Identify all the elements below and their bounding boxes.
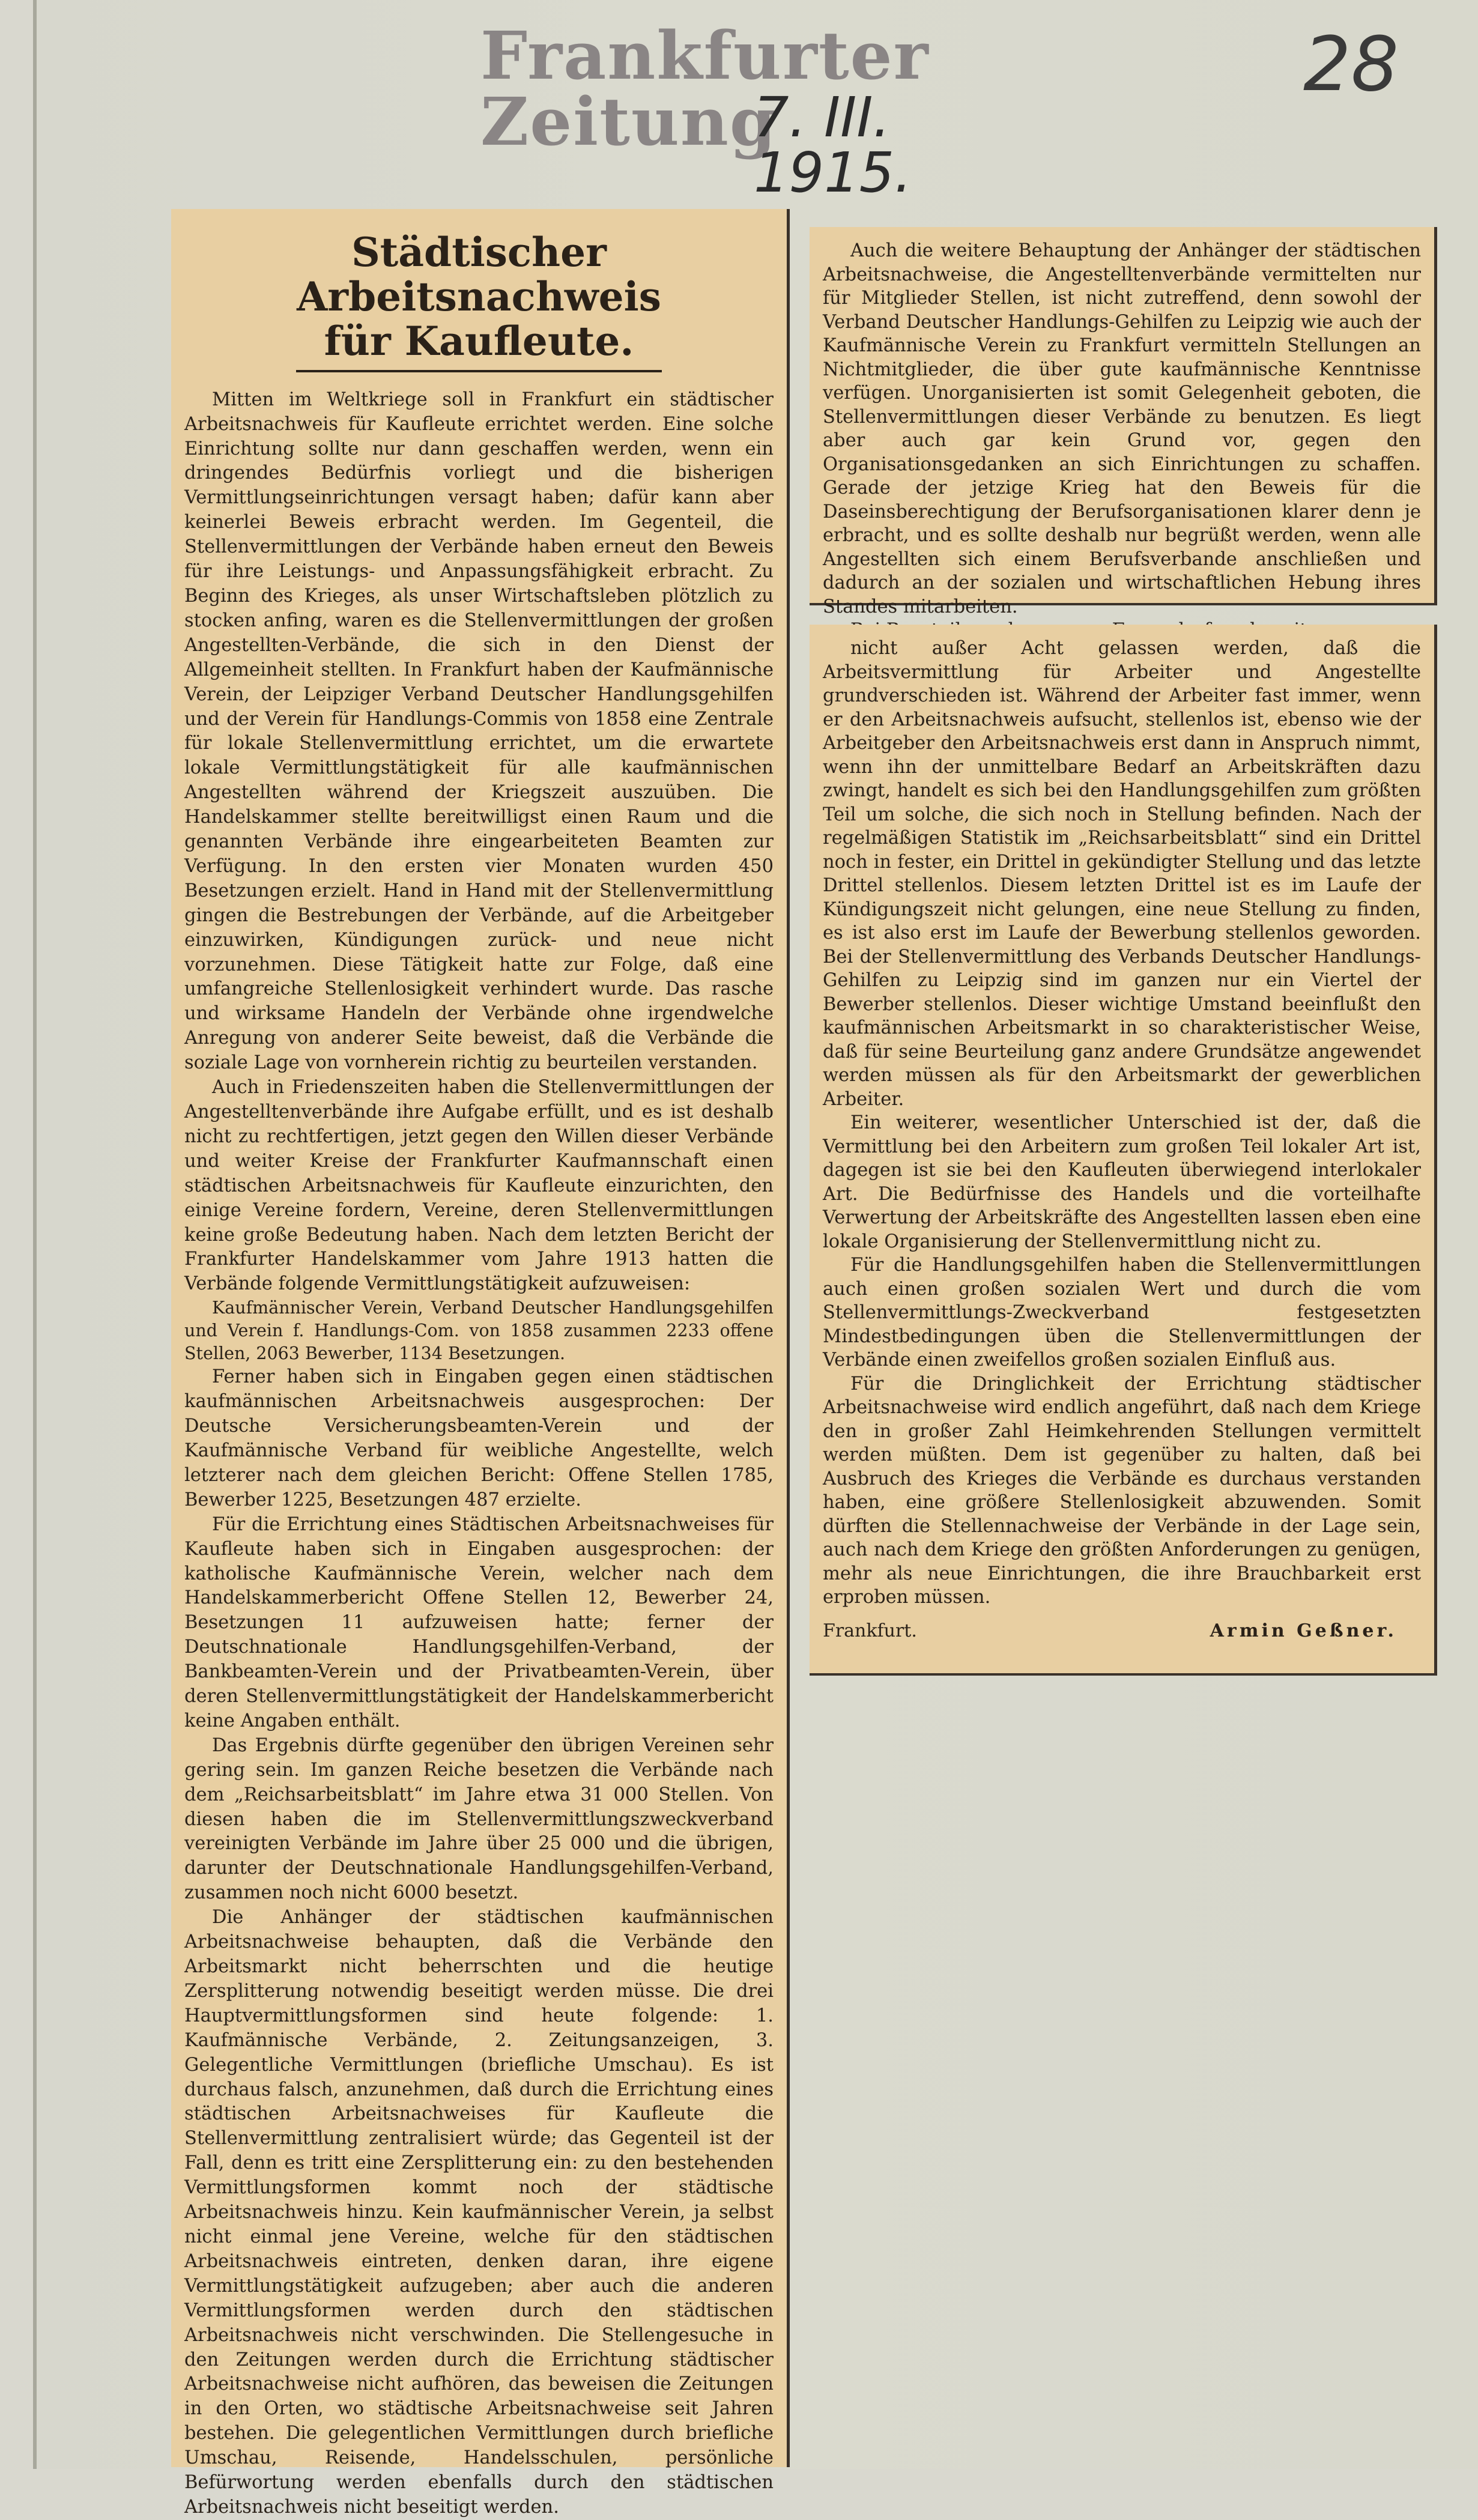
paragraph: Die Anhänger der städtischen kaufmännischen Arbeitsnachweise behaupten, daß die Verbände den Arbeitsmarkt nicht beherrschten und die heutige Zersplitterung notwendig beseitigt werden müsse. Die drei Hauptvermittlungsformen sind heute folgende: 1. Kaufmännische Verbände, 2. Zeitungsanzeigen, 3. Gelegentliche Vermittlungen (briefliche Umschau). Es ist durchaus falsch, anzunehmen, daß durch die Errichtung eines städtischen Arbeitsnachweises für Kaufleute die Stellenvermittlung zentralisiert würde; das Gegenteil ist der Fall, denn es tritt eine Zersplitterung ein: zu den bestehenden Vermittlungsformen kommt noch der städtische Arbeitsnachweis hinzu. Kein kaufmännischer Verein, ja selbst nicht einmal jene Vereine, welche für den städtischen Arbeitsnachweis eintreten, denken daran, ihre eigene Vermittlungstätigkeit aufzugeben; aber auch die anderen Vermittlungsformen werden durch den städtischen Arbeitsnachweis nicht verschwinden. Die Stellengesuche in den Zeitungen werden durch die Errichtung städtischer Arbeitsnachweise nicht aufhören, das beweisen die Zeitungen in den Orten, wo städtische Arbeitsnachweise seit Jahren bestehen. Die gelegentlichen Vermittlungen durch briefliche Umschau, Reisende, Handelsschulen, persönliche Befürwortung werden ebenfalls durch den städtischen Arbeitsnachweis nicht beseitigt werden.: [184, 1907, 774, 2518]
clipping-right-top: [810, 227, 1437, 617]
paragraph: Ein weiterer, wesentlicher Unterschied ist der, daß die Vermittlung bei den Arbeitern zum großen Teil lokaler Art ist, dagegen ist sie bei den Kaufleuten überwiegend interlokaler Art. Die Bedürfnisse des Handels und die vorteilhafte Verwertung der Arbeitskräfte des Angestellten lassen eben eine lokale Organisierung der Stellenvermittlung nicht zu.: [823, 1112, 1421, 1252]
paragraph: Das Ergebnis dürfte gegenüber den übrigen Vereinen sehr gering sein. Im ganzen Reiche besetzen die Verbände nach dem „Reichsarbeitsblatt“ im Jahre etwa 31 000 Stellen. Von diesen haben die im Stellenvermittlungszweckverband vereinigten Verbände im Jahre über 25 000 und die übrigen, darunter der Deutschnationale Handlungsgehilfen-Verband, zusammen noch nicht 6000 besetzt.: [184, 1734, 774, 1904]
sheet-edge: [33, 0, 37, 2469]
signature-place: Frankfurt.: [823, 1620, 917, 1641]
clipping-right-bottom: [810, 625, 1437, 1676]
paragraph: Für die Handlungsgehilfen haben die Stellenvermittlungen auch einen großen sozialen Wert und durch die vom Stellenvermittlungs-Zweckverband festgesetzten Mindestbedingungen üben die Stellenvermittlungen der Verbände einen zweifellos großen sozialen Einfluß aus.: [823, 1255, 1421, 1371]
paragraph: Für die Errichtung eines Städtischen Arbeitsnachweises für Kaufleute haben sich in Eingaben ausgesprochen: der katholische Kaufmännische Verein, welcher nach dem Handelskammerbericht Offene Stellen 12, Bewerber 24, Besetzungen 11 aufzuweisen hatte; ferner der Deutschnationale Handlungsgehilfen-Verband, der Bankbeamten-Verein und der Privatbeamten-Verein, über deren Stellenvermittlungstätigkeit der Handelskammerbericht keine Angaben enthält.: [184, 1513, 774, 1731]
newspaper-stamp: Frankfurter Zeitung: [480, 17, 930, 160]
handwritten-page-number: 28: [1303, 21, 1399, 108]
statistics-paragraph: Kaufmännischer Verein, Verband Deutscher Handlungsgehilfen und Verein f. Handlungs-Com. von 1858 zusammen 2233 offene Stellen, 2063 Bewerber, 1134 Besetzungen.: [184, 1298, 774, 1364]
signature-author: Armin Geßner.: [1210, 1620, 1397, 1641]
handwritten-date: 7. III. 1915.: [754, 85, 912, 205]
paragraph: nicht außer Acht gelassen werden, daß die Arbeitsvermittlung für Arbeiter und Angestellte grundverschieden ist. Während der Arbeiter fast immer, wenn er den Arbeitsnachweis aufsucht, stellenlos ist, ebenso wie der Arbeitgeber den Arbeitsnachweis erst dann in Anspruch nimmt, wenn ihn der unmittelbare Bedarf an Arbeitskräften dazu zwingt, handelt es sich bei den Handlungsgehilfen zum größten Teil um solche, die sich noch in Stellung befinden. Nach der regelmäßigen Statistik im „Reichsarbeitsblatt“ sind ein Drittel noch in fester, ein Drittel in gekündigter Stellung und das letzte Drittel stellenlos. Diesem letzten Drittel ist es im Laufe der Kündigungszeit nicht gelungen, eine neue Stellung zu finden, es ist also erst im Laufe der Bewerbung stellenlos geworden. Bei der Stellenvermittlung des Verbands Deutscher Handlungs-Gehilfen zu Leipzig sind im ganzen nur ein Viertel der Bewerber stellenlos. Dieser wichtige Umstand beeinflußt den kaufmännischen Arbeitsmarkt in so charakteristischer Weise, daß für seine Beurteilung ganz andere Grundsätze angewendet werden müssen als für den Arbeitsmarkt der gewerblichen Arbeiter.: [823, 638, 1421, 1110]
headline-line-2: für Kaufleute.: [324, 317, 634, 365]
clipping-left-column: [171, 209, 790, 2518]
paragraph: Mitten im Weltkriege soll in Frankfurt ein städtischer Arbeitsnachweis für Kaufleute errichtet werden. Eine solche Einrichtung sollte nur dann geschaffen werden, wenn ein dringendes Bedürfnis vorliegt und die bisherigen Vermittlungseinrichtungen versagt haben; dafür kann aber keinerlei Beweis erbracht werden. Im Gegenteil, die Stellenvermittlungen der Verbände haben erneut den Beweis für ihre Leistungs- und Anpassungsfähigkeit erbracht. Zu Beginn des Krieges, als unser Wirtschaftsleben plötzlich zu stocken anfing, waren es die Stellenvermittlungen der großen Angestellten-Verbände, die sich in den Dienst der Allgemeinheit stellten. In Frankfurt haben der Kaufmännische Verein, der Leipziger Verband Deutscher Handlungsgehilfen und der Verein für Handlungs-Commis von 1858 eine Zentrale für lokale Stellenvermittlung errichtet, um die erwartete lokale Vermittlungstätigkeit für alle kaufmännischen Angestellten während der Kriegszeit auszuüben. Die Handelskammer stellte bereitwilligst einen Raum und die genannten Verbände ihre eingearbeiteten Beamten zur Verfügung. In den ersten vier Monaten wurden 450 Besetzungen erzielt. Hand in Hand mit der Stellenvermittlung gingen die Bestrebungen der Verbände, auf die Arbeitgeber einzuwirken, Kündigungen zurück- und neue nicht vorzunehmen. Diese Tätigkeit hatte zur Folge, daß eine umfangreiche Stellenlosigkeit verhindert wurde. Das rasche und wirksame Handeln der Verbände ohne irgendwelche Anregung von anderer Seite beweist, daß die Verbände die soziale Lage von vornherein richtig zu beurteilen verstanden.: [184, 389, 774, 1074]
article-headline: [184, 231, 774, 364]
article-signature: [823, 1620, 1421, 1641]
paragraph: Ferner haben sich in Eingaben gegen einen städtischen kaufmännischen Arbeitsnachweis ausgesprochen: Der Deutsche Versicherungsbeamten-Verein und der Kaufmännische Verband für weibliche Angestellte, welch letzterer nach dem gleichen Bericht: Offene Stellen 1785, Bewerber 1225, Besetzungen 487 erzielte.: [184, 1366, 774, 1510]
paragraph: Für die Dringlichkeit der Errichtung städtischer Arbeitsnachweise wird endlich angeführt, daß nach dem Kriege den in großer Zahl Heimkehrenden Stellungen vermittelt werden müßten. Dem ist gegenüber zu halten, daß bei Ausbruch des Krieges die Verbände es durchaus verstanden haben, eine größere Stellenlosigkeit abzuwenden. Somit dürften die Stellennachweise der Verbände in der Lage sein, auch nach dem Kriege den größten Anforderungen zu genügen, mehr als neue Einrichtungen, die ihre Brauchbarkeit erst erproben müssen.: [823, 1373, 1421, 1608]
paragraph: Auch die weitere Behauptung der Anhänger der städtischen Arbeitsnachweise, die Angestelltenverbände vermittelten nur für Mitglieder Stellen, ist nicht zutreffend, denn sowohl der Verband Deutscher Handlungs-Gehilfen zu Leipzig wie auch der Kaufmännische Verein zu Frankfurt vermitteln Stellungen an Nichtmitglieder, die über gute kaufmännische Kenntnisse verfügen. Unorganisierten ist somit Gelegenheit geboten, die Stellenvermittlungen dieser Verbände zu benutzen. Es liegt aber auch gar kein Grund vor, gegen den Organisationsgedanken an sich Einrichtungen zu schaffen. Gerade der jetzige Krieg hat den Beweis für die Daseinsberechtigung der Berufsorganisationen klarer denn je erbracht, und es sollte deshalb nur begrüßt werden, wenn alle Angestellten sich einem Berufsverbande anschließen und dadurch an der sozialen und wirtschaftlichen Hebung ihres Standes mitarbeiten.: [823, 240, 1421, 617]
headline-line-1: Städtischer Arbeitsnachweis: [297, 229, 661, 320]
paragraph: Auch in Friedenszeiten haben die Stellenvermittlungen der Angestelltenverbände ihre Aufgabe erfüllt, und es ist deshalb nicht zu rechtfertigen, jetzt gegen den Willen dieser Verbände und weiter Kreise der Frankfurter Kaufmannschaft einen städtischen Arbeitsnachweis für Kaufleute einzurichten, den einige Vereine fordern, Vereine, deren Stellenvermittlungen keine große Bedeutung haben. Nach dem letzten Bericht der Frankfurter Handelskammer vom Jahre 1913 hatten die Verbände folgende Vermittlungstätigkeit aufzuweisen:: [184, 1077, 774, 1295]
headline-rule: [296, 370, 661, 372]
